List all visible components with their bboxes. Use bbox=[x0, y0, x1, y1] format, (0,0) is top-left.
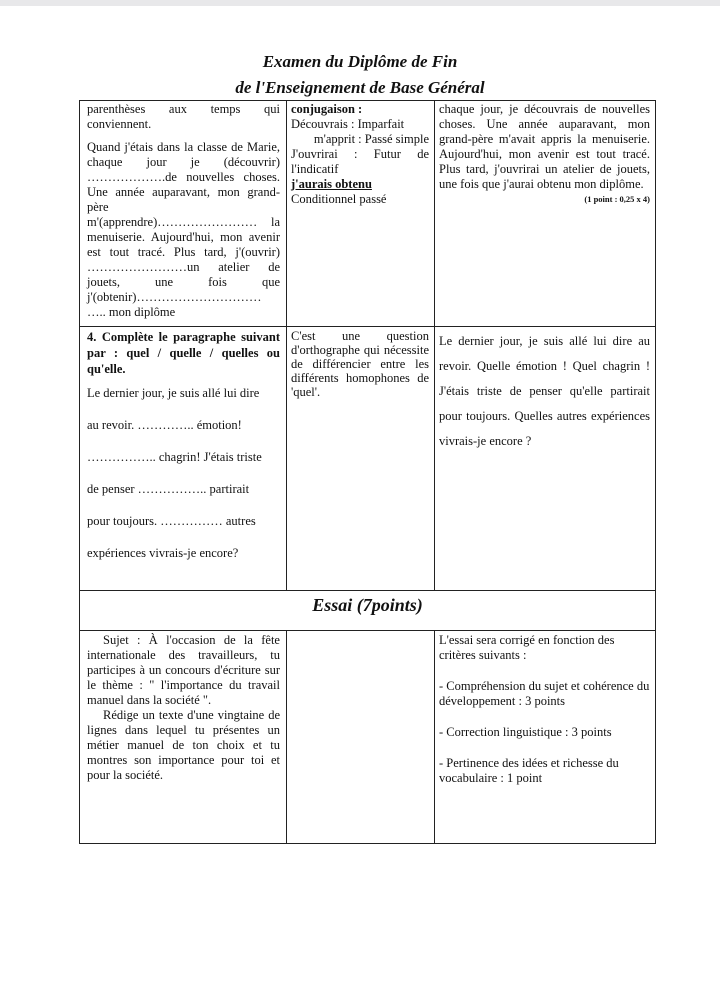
row-divider-1 bbox=[79, 326, 656, 327]
row1-right-cell bbox=[439, 102, 650, 207]
table-border-right bbox=[655, 100, 656, 844]
criterion-2: - Correction linguistique : 3 points bbox=[439, 725, 612, 739]
exam-title-line1: Examen du Diplôme de Fin bbox=[262, 52, 458, 71]
tense-explanation-5: Conditionnel passé bbox=[291, 192, 387, 206]
tense-explanation-2: m'apprit : Passé simple bbox=[313, 132, 429, 146]
row2-middle-cell bbox=[291, 329, 429, 399]
row-divider-2 bbox=[79, 590, 656, 591]
homophone-answer-text: Le dernier jour, je suis allé lui dire au revoir. Quelle émotion ! Quel chagrin ! J'étais triste de penser qu'elle partirait pour toujours. Quelles autres expériences vivrais-je encore ? bbox=[439, 334, 650, 448]
exercise-line-1: Le dernier jour, je suis allé lui dire bbox=[87, 386, 260, 400]
window-top-bar bbox=[0, 0, 720, 6]
homophone-instruction: 4. Complète le paragraphe suivant par : quel / quelle / quelles ou qu'elle. bbox=[87, 330, 280, 376]
essay-instruction: Rédige un texte d'une vingtaine de lignes dans lequel tu présentes un métier manuel de ton choix et tu montres son importance pour toi et pour la société. bbox=[87, 708, 280, 782]
criterion-1: - Compréhension du sujet et cohérence du développement : 3 points bbox=[439, 679, 650, 708]
essay-subject: Sujet : À l'occasion de la fête internationale des travailleurs, tu participes à un concours d'écriture sur le thème : " l'importance du travail manuel dans la société ". bbox=[87, 633, 280, 707]
homophone-explanation: C'est une question d'orthographe qui nécessite de différencier entre les différents homophones de 'quel'. bbox=[291, 329, 429, 399]
criterion-3: - Pertinence des idées et richesse du vocabulaire : 1 point bbox=[439, 756, 619, 785]
essai-heading: Essai (7points) bbox=[312, 595, 423, 615]
column-divider-1 bbox=[286, 100, 287, 590]
column-divider-1b bbox=[286, 630, 287, 844]
table-border-top bbox=[79, 100, 656, 101]
exercise-line-4: de penser …………….. partirait bbox=[87, 482, 250, 496]
row1-left-cell bbox=[87, 102, 280, 320]
correction-table bbox=[79, 100, 656, 844]
tense-explanation-1: Découvrais : Imparfait bbox=[291, 117, 405, 131]
exam-title-line2: de l'Enseignement de Base Général bbox=[235, 78, 485, 97]
criteria-intro: L'essai sera corrigé en fonction des critères suivants : bbox=[439, 633, 615, 662]
exercise-line-3: …………….. chagrin! J'étais triste bbox=[87, 450, 262, 464]
row3-right-cell bbox=[439, 633, 650, 786]
conjugation-answer-text: chaque jour, je découvrais de nouvelles choses. Une année auparavant, mon grand-père m'avait appris la menuiserie. Aujourd'hui, mon avenir est tout tracé. Plus tard, j'ouvrirai un atelier de jouets, une fois que j'aurai obtenu mon diplôme. bbox=[439, 102, 650, 191]
points-note: (1 point : 0,25 x 4) bbox=[584, 194, 650, 204]
exercise-line-6: expériences vivrais-je encore? bbox=[87, 546, 239, 560]
instruction-fragment: parenthèses aux temps qui conviennent. bbox=[87, 102, 280, 131]
tense-explanation-3: J'ouvrirai : Futur de l'indicatif bbox=[291, 147, 429, 176]
table-border-left bbox=[79, 100, 80, 844]
row1-middle-cell bbox=[291, 102, 429, 207]
exercise-line-5: pour toujours. …………… autres bbox=[87, 514, 256, 528]
conjugation-exercise-text: Quand j'étais dans la classe de Marie, chaque jour je (découvrir) ……………….de nouvelles choses. Une année auparavant, mon grand-père m'(apprendre)…………………… la menuiserie. Aujourd'hui, mon avenir est tout tracé. Plus tard, j'(ouvrir) ……………………un atelier de jouets, une fois que j'(obtenir)………………………… ….. mon diplôme bbox=[87, 140, 280, 319]
row2-left-cell bbox=[87, 329, 280, 577]
tense-explanation-4: j'aurais obtenu bbox=[291, 177, 372, 191]
conjugation-label: conjugaison : bbox=[291, 102, 363, 116]
row3-left-cell bbox=[87, 633, 280, 783]
exercise-line-2: au revoir. ………….. émotion! bbox=[87, 418, 242, 432]
table-border-bottom bbox=[79, 843, 656, 844]
column-divider-2 bbox=[434, 100, 435, 590]
row2-right-cell bbox=[439, 329, 650, 454]
row-divider-3 bbox=[79, 630, 656, 631]
column-divider-2b bbox=[434, 630, 435, 844]
